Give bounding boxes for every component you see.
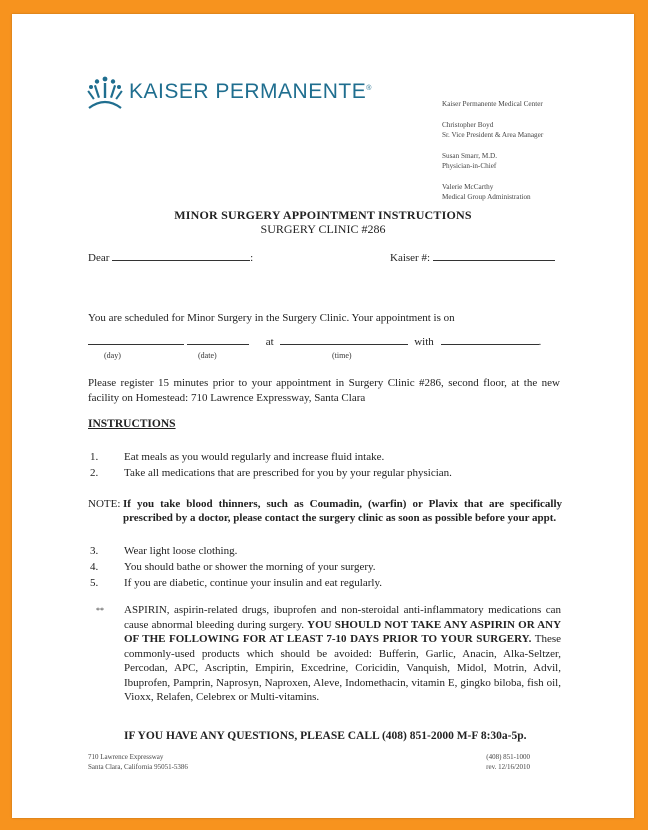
list-item: 2. Take all medications that are prescribed for you by your regular physician. xyxy=(90,467,452,479)
document-title: MINOR SURGERY APPOINTMENT INSTRUCTIONS xyxy=(174,208,472,222)
patient-name-field[interactable] xyxy=(112,260,250,261)
note-label: NOTE: xyxy=(88,498,121,510)
appointment-fields: at with . xyxy=(88,336,541,348)
logo xyxy=(87,70,372,114)
list-item: 5. If you are diabetic, continue your insulin and eat regularly. xyxy=(90,577,383,589)
document-subtitle: SURGERY CLINIC #286 xyxy=(260,222,386,236)
note-text: If you take blood thinners, such as Coumadin, (warfin) or Plavix that are specifically prescribed by a doctor, please contact the surgery clinic as soon as possible before your appt. xyxy=(123,498,562,524)
instructions-heading: INSTRUCTIONS xyxy=(88,418,176,430)
kaiser-number-field[interactable] xyxy=(433,260,555,261)
footer-contact: (408) 851-1000 rev. 12/16/2010 xyxy=(486,753,530,771)
list-item: 1. Eat meals as you would regularly and increase fluid intake. xyxy=(90,451,385,463)
day-field[interactable] xyxy=(88,344,184,345)
dear-line: Dear : xyxy=(88,252,254,264)
footer-address: 710 Lawrence Expressway Santa Clara, California 95051-5386 xyxy=(88,753,188,771)
list-item: 3. Wear light loose clothing. xyxy=(90,545,238,557)
staff-sidebar xyxy=(442,99,622,213)
facility-name: Kaiser Permanente Medical Center xyxy=(442,100,543,108)
list-item: 4. You should bathe or shower the morning of your surgery. xyxy=(90,561,376,573)
kaiser-logo-icon xyxy=(87,74,123,110)
day-caption: (day) xyxy=(104,351,121,360)
register-text: Please register 15 minutes prior to your appointment in Surgery Clinic #286, second floor, at the new facility on Homestead: 710 Lawrence Expressway, Santa Clara xyxy=(88,377,560,404)
appointment-text: You are scheduled for Minor Surgery in the Surgery Clinic. Your appointment is on xyxy=(88,312,455,324)
aspirin-marker: ** xyxy=(96,606,104,615)
instructions-list-a xyxy=(90,451,562,479)
staff-entry: Susan Smarr, M.D. Physician-in-Chief xyxy=(442,152,498,170)
time-field[interactable] xyxy=(280,344,408,345)
physician-field[interactable] xyxy=(441,344,539,345)
document-page xyxy=(12,14,634,818)
logo-text: KAISER PERMANENTE® xyxy=(129,80,372,103)
date-field[interactable] xyxy=(187,344,249,345)
date-caption: (date) xyxy=(198,351,217,360)
instructions-list-b xyxy=(90,543,562,591)
staff-entry: Valerie McCarthy Medical Group Administration xyxy=(442,183,531,201)
kaiser-number-line: Kaiser #: xyxy=(390,252,555,264)
note-block xyxy=(88,497,562,525)
questions-call-text: IF YOU HAVE ANY QUESTIONS, PLEASE CALL (408) 851-2000 M-F 8:30a-5p. xyxy=(124,730,527,742)
aspirin-warning: ASPIRIN, aspirin-related drugs, ibuprofen and non-steroidal anti-inflammatory medications can cause abnormal bleeding during surgery. YOU SHOULD NOT TAKE ANY ASPIRIN OR ANY OF THE FOLLOWING FOR AT LEAST 7-10 DAYS PRIOR TO YOUR SURGERY. These commonly-used products which should be avoided: Bufferin, Garlic, Anacin, Alka-Seltzer, Percodan, APC, Ascriptin, Empirin, Excedrine, Coricidin, Vanquish, Midol, Motrin, Advil, Ibuprofen, Pamprin, Naprosyn, Naproxen, Aleve, Indomethacin, vitamin E, gingko biloba, fish oil, Vioxx, Relafen, Celebrex or Multi-vitamins. xyxy=(124,604,562,703)
staff-entry: Christopher Boyd Sr. Vice President & Area Manager xyxy=(442,121,544,139)
time-caption: (time) xyxy=(332,351,352,360)
